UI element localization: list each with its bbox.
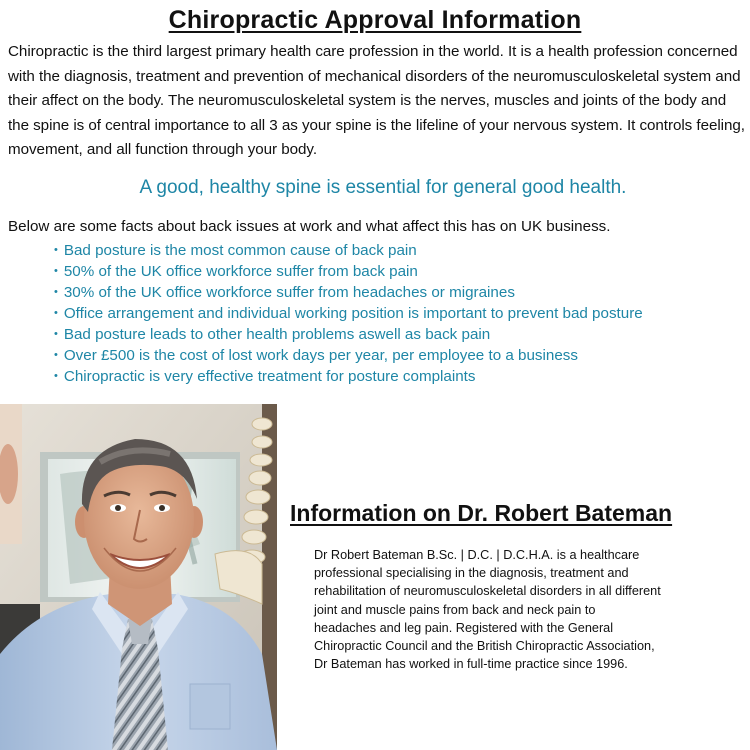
page-title: Chiropractic Approval Information [168, 6, 582, 34]
bio-heading: Information on Dr. Robert Bateman [290, 500, 673, 526]
list-item: • Bad posture leads to other health problems aswell as back pain [54, 324, 643, 345]
list-item: • 50% of the UK office workforce suffer from back pain [54, 261, 643, 282]
list-item: • 30% of the UK office workforce suffer from headaches or migraines [54, 282, 643, 303]
list-item: • Over £500 is the cost of lost work days per year, per employee to a business [54, 345, 643, 366]
bio-text: Dr Robert Bateman B.Sc. | D.C. | D.C.H.A. is a healthcare professional specialising in the diagnosis, treatment and rehabilitation of neuromusculoskeletal disorders in all different joint and muscle pains from back and neck pain to headaches and leg pain. Registered with the General Chiropractic Council and the British Chiropractic Association, Dr Bateman has worked in full-time practice since 1996. [314, 548, 661, 672]
facts-intro: Below are some facts about back issues at work and what affect this has on UK business. [8, 218, 611, 235]
tagline: A good, healthy spine is essential for general good health. [139, 177, 627, 198]
facts-list [54, 240, 643, 387]
doctor-portrait-illustration [0, 404, 277, 750]
list-item: • Chiropractic is very effective treatment for posture complaints [54, 366, 643, 387]
list-item: • Office arrangement and individual working position is important to prevent bad posture [54, 303, 643, 324]
list-item: • Bad posture is the most common cause of back pain [54, 240, 643, 261]
doctor-photo [0, 404, 277, 750]
intro-paragraph: Chiropractic is the third largest primary health care profession in the world. It is a health profession concerned with the diagnosis, treatment and prevention of mechanical disorders of the neuromusculoskeletal system and their affect on the body. The neuromusculoskeletal system is the nerves, muscles and joints of the body and the spine is of central importance to all 3 as your spine is the lifeline of your nervous system. It controls feeling, movement, and all function through your body. [8, 43, 745, 159]
